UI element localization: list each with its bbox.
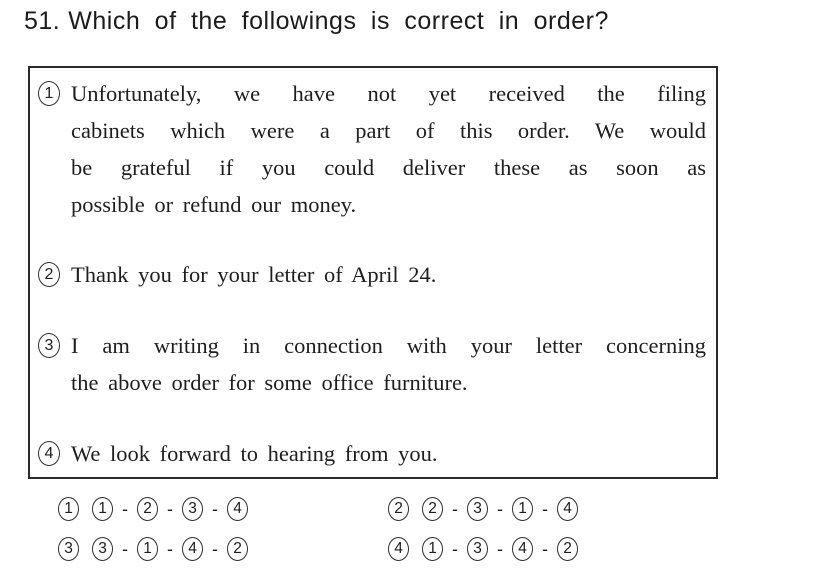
choice-2[interactable] xyxy=(388,494,582,524)
sequence-number-icon: 1 xyxy=(92,497,113,521)
sequence-number-icon: 3 xyxy=(92,537,113,561)
passage-item-3 xyxy=(38,327,706,401)
circled-number-4-icon: 4 xyxy=(38,441,60,466)
sequence-dash: - xyxy=(167,498,173,519)
sequence-number-icon: 2 xyxy=(557,537,578,561)
circled-number-3-icon: 3 xyxy=(38,333,60,358)
sequence-dash: - xyxy=(122,538,128,559)
sequence-number-icon: 3 xyxy=(467,497,488,521)
choice-2-label-icon: 2 xyxy=(388,497,409,521)
passage-item-2 xyxy=(38,256,706,293)
sequence-dash: - xyxy=(452,498,458,519)
choice-4-label-icon: 4 xyxy=(388,537,409,561)
sequence-dash: - xyxy=(497,538,503,559)
sequence-number-icon: 2 xyxy=(227,537,248,561)
passage-line: We look forward to hearing from you. xyxy=(71,441,438,466)
question-number: 51. xyxy=(24,7,61,35)
sequence-number-icon: 4 xyxy=(182,537,203,561)
passage-item-4-text xyxy=(71,435,706,472)
sequence-number-icon: 1 xyxy=(512,497,533,521)
choice-4[interactable] xyxy=(388,534,582,564)
passage-item-1 xyxy=(38,75,706,223)
sequence-dash: - xyxy=(122,498,128,519)
sequence-dash: - xyxy=(212,538,218,559)
passage-item-4 xyxy=(38,435,706,472)
sequence-dash: - xyxy=(167,538,173,559)
circled-number-1-icon: 1 xyxy=(38,81,60,106)
passage-line: Thank you for your letter of April 24. xyxy=(71,262,437,287)
sequence-number-icon: 4 xyxy=(512,537,533,561)
circled-number-2-icon: 2 xyxy=(38,262,60,287)
passage-box xyxy=(28,66,718,479)
question-text: Which of the followings is correct in order? xyxy=(68,7,609,35)
passage-item-2-text xyxy=(71,256,706,293)
choice-1[interactable] xyxy=(58,494,388,524)
sequence-number-icon: 3 xyxy=(467,537,488,561)
sequence-number-icon: 3 xyxy=(182,497,203,521)
passage-line: Unfortunately, we have not yet received the filing xyxy=(71,81,706,106)
choice-3-label-icon: 3 xyxy=(58,537,79,561)
sequence-dash: - xyxy=(497,498,503,519)
sequence-dash: - xyxy=(212,498,218,519)
question-title xyxy=(24,7,609,36)
passage-line: I am writing in connection with your letter concerning xyxy=(71,333,706,358)
passage-line: cabinets which were a part of this order. We would xyxy=(71,118,706,143)
sequence-number-icon: 2 xyxy=(137,497,158,521)
sequence-number-icon: 1 xyxy=(422,537,443,561)
choice-1-label-icon: 1 xyxy=(58,497,79,521)
choice-3[interactable] xyxy=(58,534,388,564)
passage-line: possible or refund our money. xyxy=(71,192,357,217)
passage-item-1-text xyxy=(71,75,706,223)
sequence-number-icon: 4 xyxy=(227,497,248,521)
sequence-dash: - xyxy=(452,538,458,559)
passage-item-3-text xyxy=(71,327,706,401)
sequence-number-icon: 2 xyxy=(422,497,443,521)
sequence-dash: - xyxy=(542,498,548,519)
sequence-number-icon: 1 xyxy=(137,537,158,561)
passage-line: be grateful if you could deliver these as soon as xyxy=(71,155,706,180)
sequence-number-icon: 4 xyxy=(557,497,578,521)
passage-line: the above order for some office furniture. xyxy=(71,370,468,395)
sequence-dash: - xyxy=(542,538,548,559)
answer-choices xyxy=(58,494,582,564)
